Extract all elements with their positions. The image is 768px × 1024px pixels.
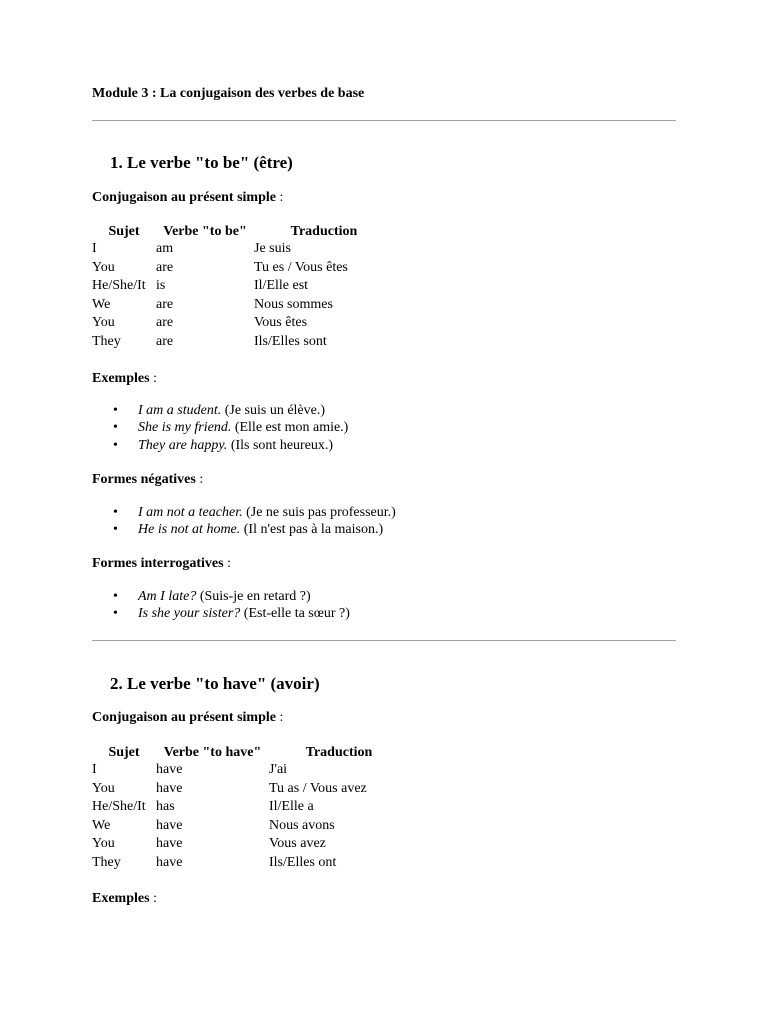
verb-cell: have [156, 780, 183, 796]
list-item [113, 437, 348, 455]
bullet-icon: • [113, 606, 118, 622]
list-item [113, 589, 350, 606]
verb-cell: are [156, 259, 174, 275]
translation-cell: Vous avez [269, 836, 326, 852]
column-header-translation: Traduction [290, 224, 358, 239]
bullet-icon: • [113, 420, 118, 436]
english-sentence: They are happy. [138, 437, 228, 453]
bullet-icon: • [113, 505, 118, 520]
column-header-subject: Sujet [108, 224, 140, 239]
negative-forms-label: Formes négatives : [92, 472, 204, 487]
verb-cell: am [156, 241, 174, 256]
translation-cell: Tu as / Vous avez [269, 780, 367, 796]
subject-cell: He/She/It [92, 799, 146, 815]
translation-cell: Tu es / Vous êtes [254, 259, 348, 275]
examples-label: Exemples : [92, 891, 157, 906]
list-item [113, 505, 396, 522]
subject-cell: I [92, 241, 97, 256]
french-translation: (Il n'est pas à la maison.) [243, 522, 384, 538]
examples-label: Exemples : [92, 371, 157, 386]
subject-cell: They [92, 333, 121, 349]
table-row [92, 315, 394, 334]
verb-cell: are [156, 296, 174, 312]
negative-forms-list [92, 505, 396, 540]
bullet-icon: • [113, 589, 118, 604]
subject-cell: You [92, 780, 115, 796]
table-row [92, 762, 409, 781]
table-header-row [92, 223, 394, 241]
translation-cell: Vous êtes [254, 315, 308, 331]
translation-cell: Je suis [254, 241, 291, 256]
french-translation: (Suis-je en retard ?) [199, 589, 311, 604]
subject-cell: We [92, 296, 111, 312]
english-sentence: He is not at home. [138, 522, 241, 538]
list-item [113, 403, 348, 420]
table-row [92, 781, 409, 800]
list-item [113, 522, 396, 539]
translation-cell: Il/Elle a [269, 799, 314, 815]
english-sentence: She is my friend. [138, 420, 232, 436]
english-sentence: I am a student. [138, 403, 222, 418]
translation-cell: Nous sommes [254, 296, 333, 312]
subject-cell: You [92, 315, 115, 331]
english-sentence: Am I late? [138, 589, 197, 604]
french-translation: (Je ne suis pas professeur.) [246, 505, 396, 520]
conjugation-table-to-have [92, 744, 409, 874]
verb-cell: is [156, 278, 166, 294]
table-row [92, 278, 394, 297]
list-item [113, 606, 350, 623]
bullet-icon: • [113, 522, 118, 538]
document-title: Module 3 : La conjugaison des verbes de base [92, 86, 365, 101]
english-sentence: Is she your sister? [138, 606, 241, 622]
interrogative-forms-list [92, 589, 350, 624]
table-row [92, 818, 409, 837]
translation-cell: Nous avons [269, 817, 335, 833]
table-row [92, 836, 409, 855]
column-header-translation: Traduction [305, 745, 373, 760]
table-row [92, 855, 409, 874]
divider [92, 640, 676, 641]
subject-cell: We [92, 817, 111, 833]
column-header-verb: Verbe "to be" [163, 224, 247, 239]
verb-cell: are [156, 333, 174, 349]
french-translation: (Est-elle ta sœur ?) [243, 606, 350, 622]
subject-cell: I [92, 762, 97, 777]
french-translation: (Ils sont heureux.) [230, 437, 334, 453]
column-header-verb: Verbe "to have" [163, 745, 262, 760]
bullet-icon: • [113, 403, 118, 418]
verb-cell: has [156, 799, 175, 815]
french-translation: (Je suis un élève.) [224, 403, 326, 418]
interrogative-forms-label: Formes interrogatives : [92, 556, 231, 571]
bullet-icon: • [113, 437, 118, 453]
translation-cell: Ils/Elles ont [269, 854, 337, 870]
section-heading-to-be: 1. Le verbe "to be" (être) [110, 153, 293, 172]
examples-list [92, 403, 348, 455]
conjugation-label: Conjugaison au présent simple : [92, 190, 284, 205]
divider [92, 120, 676, 121]
section-heading-to-have: 2. Le verbe "to have" (avoir) [110, 674, 320, 693]
table-row [92, 260, 394, 279]
verb-cell: have [156, 836, 183, 852]
subject-cell: He/She/It [92, 278, 146, 294]
table-header-row [92, 744, 409, 762]
verb-cell: have [156, 854, 183, 870]
translation-cell: Il/Elle est [254, 278, 309, 294]
verb-cell: have [156, 817, 183, 833]
french-translation: (Elle est mon amie.) [234, 420, 349, 436]
subject-cell: You [92, 259, 115, 275]
subject-cell: They [92, 854, 121, 870]
subject-cell: You [92, 836, 115, 852]
column-header-subject: Sujet [108, 745, 140, 760]
list-item [113, 420, 349, 437]
table-row [92, 241, 394, 260]
verb-cell: are [156, 315, 174, 331]
translation-cell: J'ai [269, 762, 288, 777]
table-row [92, 799, 409, 818]
conjugation-label: Conjugaison au présent simple : [92, 710, 284, 725]
english-sentence: I am not a teacher. [138, 505, 243, 520]
conjugation-table-to-be [92, 223, 394, 353]
table-row [92, 297, 394, 316]
translation-cell: Ils/Elles sont [254, 333, 327, 349]
verb-cell: have [156, 762, 183, 777]
table-row [92, 334, 394, 353]
